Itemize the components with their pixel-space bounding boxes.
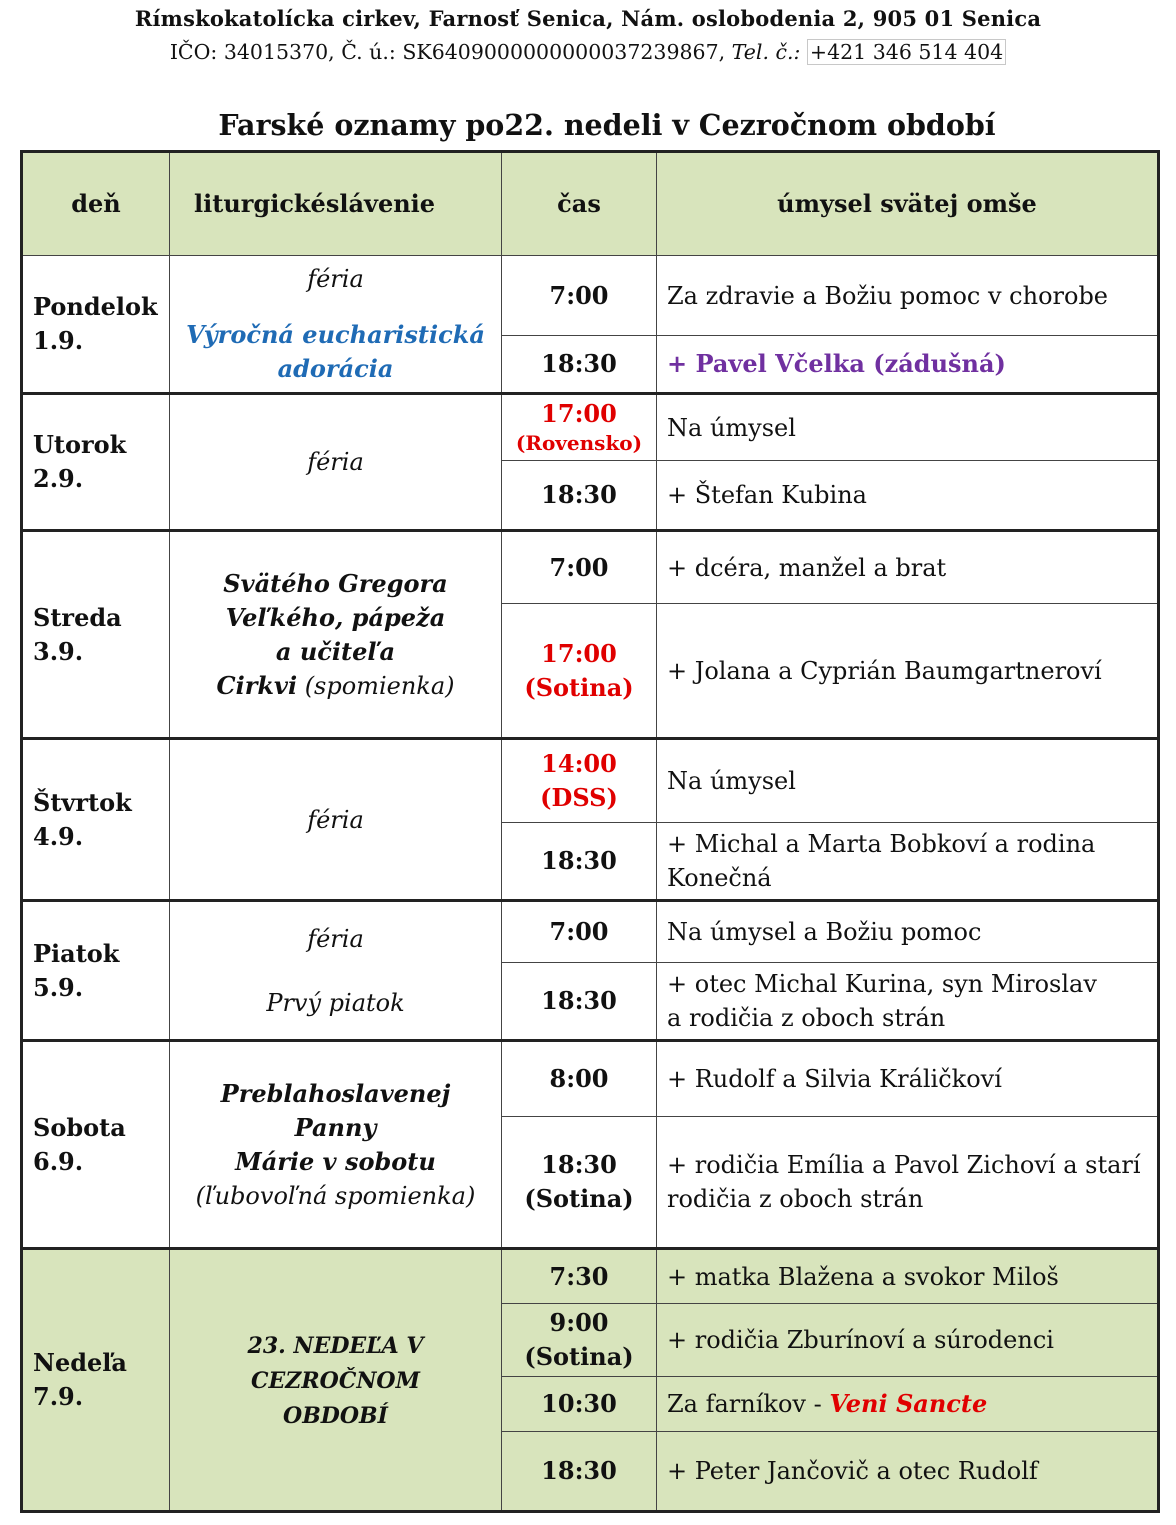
table-row: [22, 739, 1159, 823]
time-cell: 18:30: [502, 336, 657, 394]
liturgy-cell: féria: [170, 394, 502, 531]
col-header-day: deň: [22, 152, 170, 256]
intention-cell: Na úmysel: [657, 739, 1159, 823]
intention-cell: + rodičia Emília a Pavol Zichoví a starí rodičia z oboch strán: [657, 1117, 1159, 1249]
intention-cell: + Štefan Kubina: [657, 461, 1159, 531]
intention-cell: + Michal a Marta Bobkoví a rodina Konečná: [657, 823, 1159, 901]
day-cell: Pondelok 1.9.: [22, 256, 170, 394]
day-cell: Utorok 2.9.: [22, 394, 170, 531]
day-cell: Nedeľa 7.9.: [22, 1249, 170, 1512]
day-cell: Štvrtok 4.9.: [22, 739, 170, 901]
page-title: Farské oznamy po22. nedeli v Cezročnom období: [218, 108, 996, 142]
intention-cell: + Jolana a Cyprián Baumgartneroví: [657, 604, 1159, 739]
intention-cell: Na úmysel a Božiu pomoc: [657, 901, 1159, 963]
time-cell: 18:30: [502, 823, 657, 901]
time-cell: 18:30 (Sotina): [502, 1117, 657, 1249]
liturgy-cell: Svätého Gregora Veľkého, pápeža a učiteľa Cirkvi (spomienka): [170, 531, 502, 739]
table-row: [22, 1041, 1159, 1117]
liturgy-cell: féria Výročná eucharistická adorácia: [170, 256, 502, 394]
liturgy-cell: féria Prvý piatok: [170, 901, 502, 1041]
intention-cell: + rodičia Zburínoví a súrodenci: [657, 1304, 1159, 1377]
liturgy-cell: 23. NEDEĽA V CEZROČNOM OBDOBÍ: [170, 1249, 502, 1512]
time-cell: 7:30: [502, 1249, 657, 1304]
time-cell: 17:00 (Rovensko): [502, 394, 657, 461]
intention-cell: + Peter Jančovič a otec Rudolf: [657, 1432, 1159, 1512]
time-cell: 7:00: [502, 901, 657, 963]
intention-cell: + Rudolf a Silvia Králičkoví: [657, 1041, 1159, 1117]
table-row: [22, 256, 1159, 336]
parish-ids: IČO: 34015370, Č. ú.: SK6409000000000037239867,: [169, 40, 732, 64]
parish-header-line2: [0, 40, 1176, 64]
time-cell: 18:30: [502, 461, 657, 531]
time-cell: 7:00: [502, 256, 657, 336]
time-cell: 10:30: [502, 1377, 657, 1432]
intention-cell: + otec Michal Kurina, syn Miroslav a rodičia z oboch strán: [657, 963, 1159, 1041]
intention-cell: + matka Blažena a svokor Miloš: [657, 1249, 1159, 1304]
intention-cell: + Pavel Včelka (zádušná): [657, 336, 1159, 394]
table-row: [22, 531, 1159, 604]
time-cell: 9:00 (Sotina): [502, 1304, 657, 1377]
time-cell: 18:30: [502, 963, 657, 1041]
liturgy-cell: féria: [170, 739, 502, 901]
col-header-intention: úmysel svätej omše: [657, 152, 1159, 256]
day-cell: Sobota 6.9.: [22, 1041, 170, 1249]
intention-cell: Za farníkov - Veni Sancte: [657, 1377, 1159, 1432]
parish-header-line1: Rímskokatolícka cirkev, Farnosť Senica, Nám. oslobodenia 2, 905 01 Senica: [134, 6, 1042, 31]
mass-schedule-table: [20, 150, 1160, 1513]
table-row: [22, 394, 1159, 461]
time-cell: 18:30: [502, 1432, 657, 1512]
day-cell: Piatok 5.9.: [22, 901, 170, 1041]
intention-cell: + dcéra, manžel a brat: [657, 531, 1159, 604]
tel-label: Tel. č.:: [731, 40, 801, 64]
phone-number: +421 346 514 404: [807, 39, 1006, 65]
time-cell: 17:00 (Sotina): [502, 604, 657, 739]
col-header-liturgy: liturgickéslávenie: [170, 152, 502, 256]
time-cell: 8:00: [502, 1041, 657, 1117]
table-row: [22, 1249, 1159, 1304]
day-cell: Streda 3.9.: [22, 531, 170, 739]
intention-cell: Za zdravie a Božiu pomoc v chorobe: [657, 256, 1159, 336]
time-cell: 14:00 (DSS): [502, 739, 657, 823]
table-row: [22, 901, 1159, 963]
time-cell: 7:00: [502, 531, 657, 604]
col-header-time: čas: [502, 152, 657, 256]
table-header-row: [22, 152, 1159, 256]
intention-cell: Na úmysel: [657, 394, 1159, 461]
liturgy-cell: Preblahoslavenej Panny Márie v sobotu (ľubovoľná spomienka): [170, 1041, 502, 1249]
